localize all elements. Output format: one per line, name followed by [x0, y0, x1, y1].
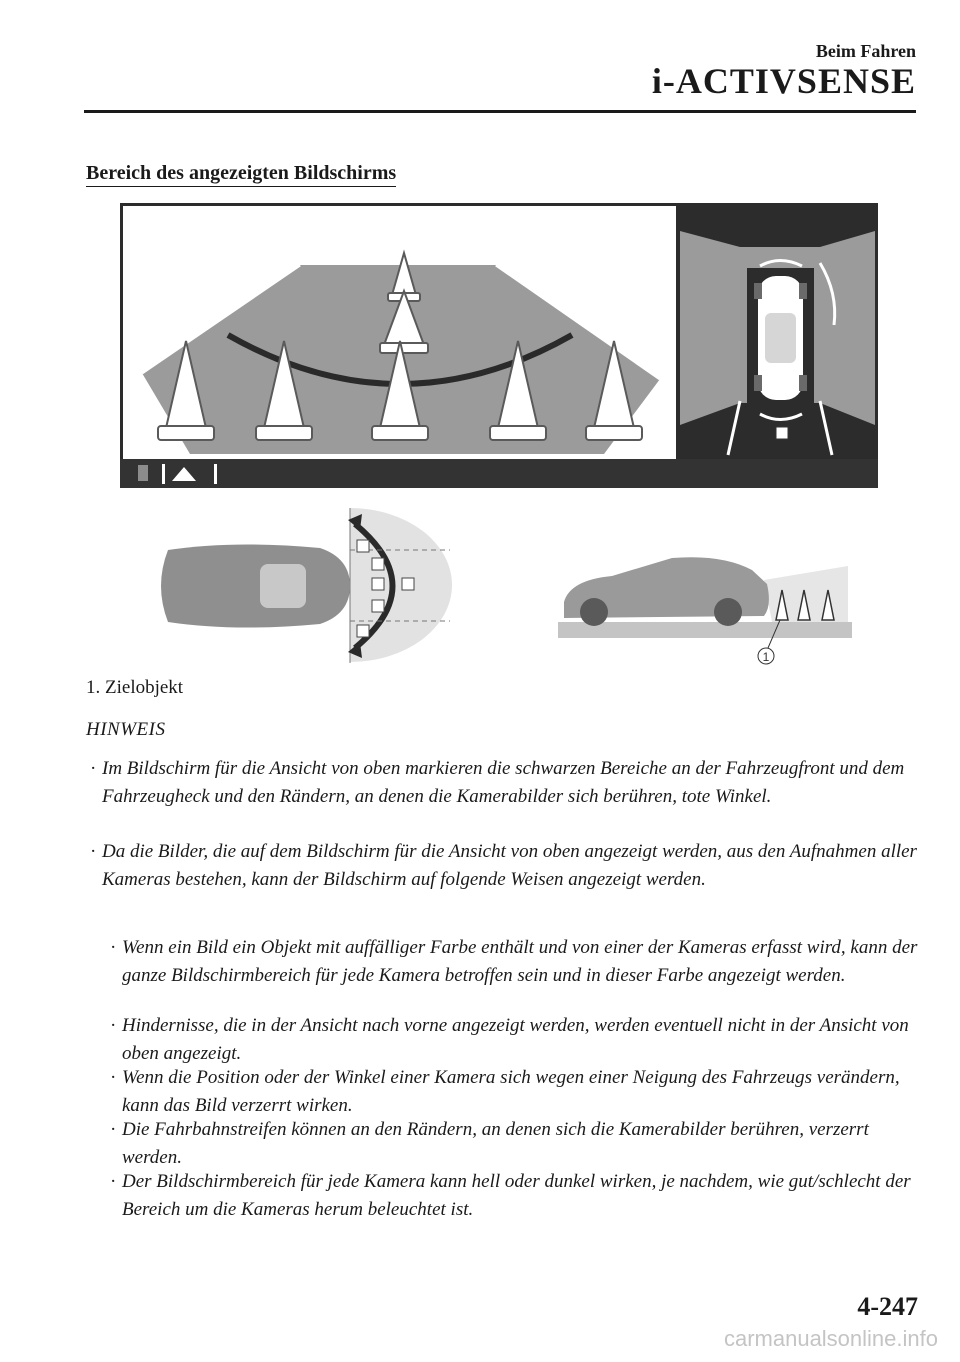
note-sub-bullet: · Wenn ein Bild ein Objekt mit auffälliger Farbe enthält und von einer der Kameras erfasst wird, kann der ganze Bildschirmbereich für jede Kamera betroffen sein und in dieser Farbe angezeigt werden. [110, 937, 918, 986]
header-rule [84, 110, 916, 113]
camera-screen-illustration [120, 203, 878, 488]
chapter-label: Beim Fahren [815, 41, 916, 61]
section-header-title: i-ACTIVSENSE [651, 61, 916, 101]
note-bullet: · Da die Bilder, die auf dem Bildschirm für die Ansicht von oben angezeigt werden, aus den Aufnahmen aller Kameras bestehen, kann der Bildschirm auf folgende Weisen angezeigt werden. [90, 841, 917, 890]
note-bullet: · Im Bildschirm für die Ansicht von oben markieren die schwarzen Bereiche an der Fahrzeugfront und dem Fahrzeugheck und den Rändern, an denen die Kamerabilder sich berühren, tote Winkel. [90, 758, 905, 807]
note-sub-bullet: · Wenn die Position oder der Winkel einer Kamera sich wegen einer Neigung des Fahrzeugs verändern, kann das Bild verzerrt wirken. [110, 1067, 900, 1116]
subsection-title: Bereich des angezeigten Bildschirms [86, 162, 396, 187]
side-view-detection-illustration [552, 540, 852, 674]
callout-number: 1 [762, 650, 770, 664]
page-number: 4-247 [857, 1292, 918, 1321]
watermark-text: carmanualsonline.info [723, 1326, 938, 1351]
top-view-detection-illustration [150, 508, 455, 663]
note-heading: HINWEIS [86, 719, 166, 740]
note-sub-bullet: · Die Fahrbahnstreifen können an den Rändern, an denen sich die Kamerabilder berühren, verzerrt werden. [110, 1119, 869, 1168]
figure-caption: 1. Zielobjekt [86, 677, 184, 698]
note-sub-bullet: · Hindernisse, die in der Ansicht nach vorne angezeigt werden, werden eventuell nicht in der Ansicht von oben angezeigt. [110, 1015, 909, 1064]
note-sub-bullet: · Der Bildschirmbereich für jede Kamera kann hell oder dunkel wirken, je nachdem, wie gut/schlecht der Bereich um die Kameras herum beleuchtet ist. [110, 1171, 911, 1220]
